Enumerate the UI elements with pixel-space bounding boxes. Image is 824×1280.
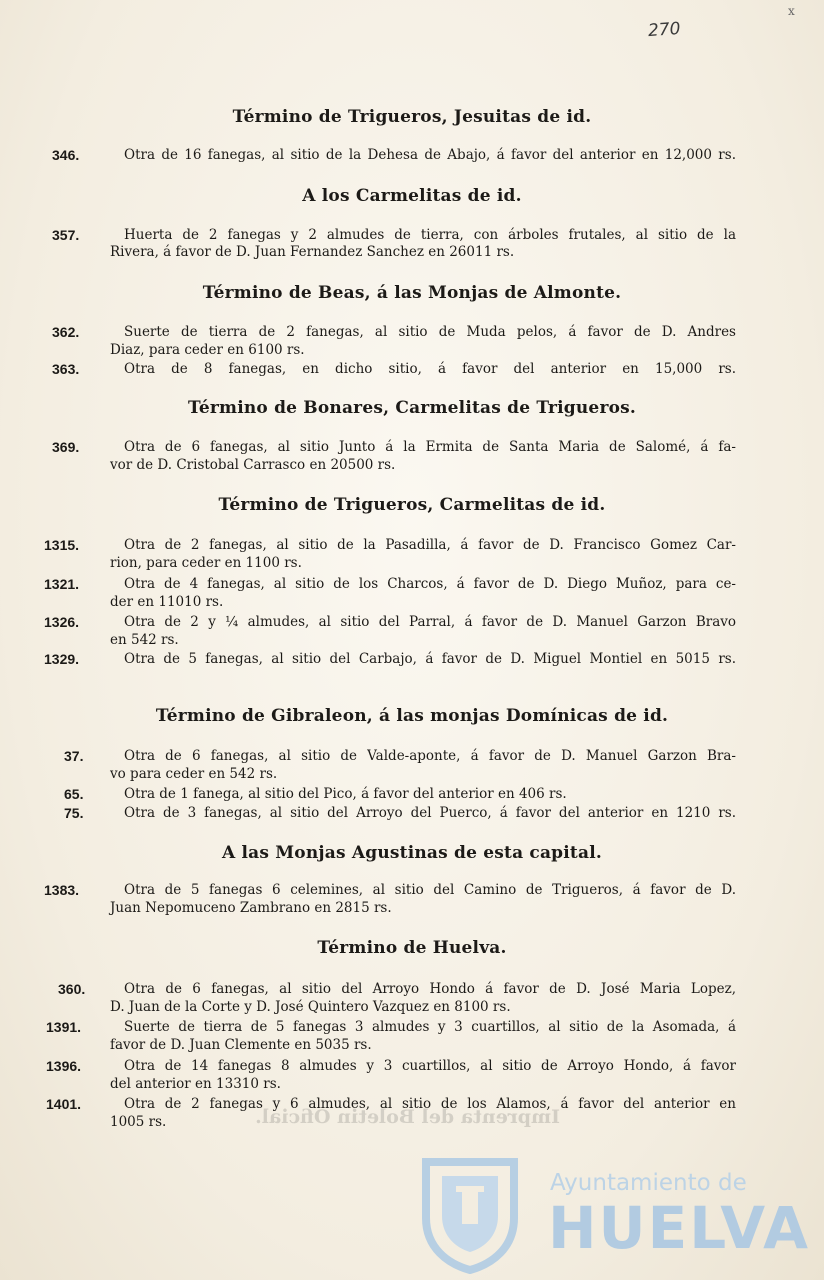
watermark-big-text: HUELVA (548, 1194, 811, 1262)
entry-text: Otra de 4 fanegas, al sitio de los Charcos, á favor de D. Diego Muñoz, para ce- (124, 576, 736, 592)
entry-text-continued: vo para ceder en 542 rs. (110, 766, 278, 782)
section-title: A las Monjas Agustinas de esta capital. (222, 843, 602, 863)
archive-watermark (418, 1150, 811, 1270)
entry-number: 1401. (46, 1096, 82, 1112)
entry-text-continued: der en 11010 rs. (110, 594, 224, 610)
section-title: Término de Trigueros, Jesuitas de id. (232, 107, 592, 127)
entry-number: 37. (64, 748, 84, 764)
corner-mark: x (788, 4, 795, 18)
entry-number: 357. (52, 227, 80, 243)
entry-number: 369. (52, 439, 80, 455)
bleed-through-text: Imprenta del Boletin Oficial. (255, 1106, 560, 1128)
page-folio: 270 (647, 18, 682, 42)
entry-text: Otra de 3 fanegas, al sitio del Arroyo del Puerco, á favor del anterior en 1210 rs. (124, 805, 736, 821)
entry-number: 1329. (44, 651, 80, 667)
entry-number: 1321. (44, 576, 80, 592)
entry-text-continued: 1005 rs. (110, 1114, 167, 1130)
entry-text-continued: vor de D. Cristobal Carrasco en 20500 rs. (110, 457, 396, 473)
watermark-top-text: Ayuntamiento de (550, 1170, 747, 1196)
entry-text: Otra de 2 fanegas y 6 almudes, al sitio de los Alamos, á favor del anterior en (124, 1096, 736, 1112)
entry-number: 1391. (46, 1019, 82, 1035)
entry-text: Otra de 5 fanegas, al sitio del Carbajo, á favor de D. Miguel Montiel en 5015 rs. (124, 651, 736, 667)
entry-text: Otra de 8 fanegas, en dicho sitio, á favor del anterior en 15,000 rs. (124, 361, 736, 377)
entry-number: 360. (58, 981, 86, 997)
entry-number: 75. (64, 805, 84, 821)
entry-text-continued: del anterior en 13310 rs. (110, 1076, 281, 1092)
entry-number: 65. (64, 786, 84, 802)
entry-number: 1383. (44, 882, 80, 898)
entry-text-continued: en 542 rs. (110, 632, 179, 648)
entry-number: 1396. (46, 1058, 82, 1074)
entry-text: Huerta de 2 fanegas y 2 almudes de tierra, con árboles frutales, al sitio de la (124, 227, 736, 243)
entry-text: Otra de 1 fanega, al sitio del Pico, á favor del anterior en 406 rs. (124, 786, 567, 802)
entry-text-continued: D. Juan de la Corte y D. José Quintero Vazquez en 8100 rs. (110, 999, 511, 1015)
section-title: Término de Bonares, Carmelitas de Trigueros. (187, 398, 637, 418)
entry-text-continued: Juan Nepomuceno Zambrano en 2815 rs. (110, 900, 392, 916)
section-title: Término de Beas, á las Monjas de Almonte. (202, 283, 622, 303)
section-title: A los Carmelitas de id. (302, 186, 522, 206)
entry-text-continued: Rivera, á favor de D. Juan Fernandez Sanchez en 26011 rs. (110, 244, 515, 260)
entry-text: Suerte de tierra de 2 fanegas, al sitio de Muda pelos, á favor de D. Andres (124, 324, 736, 340)
entry-text: Otra de 16 fanegas, al sitio de la Dehesa de Abajo, á favor del anterior en 12,000 rs. (124, 147, 736, 163)
entry-text: Otra de 6 fanegas, al sitio del Arroyo Hondo á favor de D. José Maria Lopez, (124, 981, 736, 997)
entry-text: Otra de 6 fanegas, al sitio Junto á la Ermita de Santa Maria de Salomé, á fa- (124, 439, 736, 455)
city-shield-icon (418, 1156, 522, 1274)
section-title: Término de Huelva. (317, 938, 507, 958)
entry-text: Otra de 5 fanegas 6 celemines, al sitio del Camino de Trigueros, á favor de D. (124, 882, 736, 898)
section-title: Término de Trigueros, Carmelitas de id. (218, 495, 606, 515)
entry-number: 1326. (44, 614, 80, 630)
entry-number: 1315. (44, 537, 80, 553)
entry-text: Otra de 2 fanegas, al sitio de la Pasadilla, á favor de D. Francisco Gomez Car- (124, 537, 736, 553)
entry-text-continued: Diaz, para ceder en 6100 rs. (110, 342, 305, 358)
entry-text: Otra de 14 fanegas 8 almudes y 3 cuartillos, al sitio de Arroyo Hondo, á favor (124, 1058, 736, 1074)
entry-number: 362. (52, 324, 80, 340)
entry-number: 363. (52, 361, 80, 377)
entry-text: Otra de 2 y ¼ almudes, al sitio del Parral, á favor de D. Manuel Garzon Bravo (124, 614, 736, 630)
entry-text-continued: favor de D. Juan Clemente en 5035 rs. (110, 1037, 372, 1053)
entry-number: 346. (52, 147, 80, 163)
entry-text-continued: rion, para ceder en 1100 rs. (110, 555, 302, 571)
entry-text: Otra de 6 fanegas, al sitio de Valde-aponte, á favor de D. Manuel Garzon Bra- (124, 748, 736, 764)
section-title: Término de Gibraleon, á las monjas Domínicas de id. (155, 706, 669, 726)
entry-text: Suerte de tierra de 5 fanegas 3 almudes y 3 cuartillos, al sitio de la Asomada, á (124, 1019, 736, 1035)
